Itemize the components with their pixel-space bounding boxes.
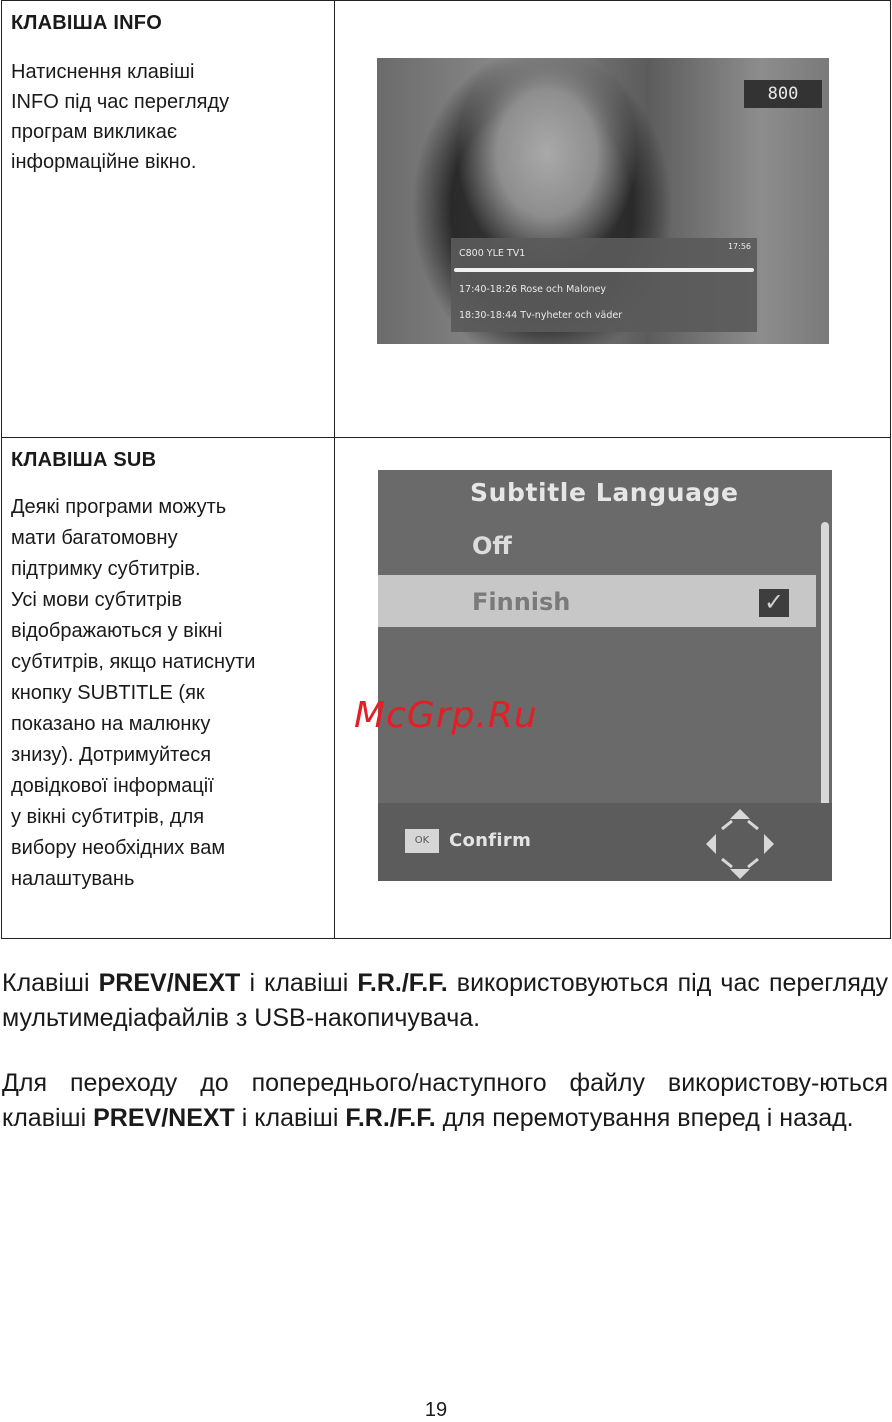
subtitle-screenshot — [378, 470, 832, 881]
page-number: 19 — [424, 1399, 448, 1421]
info-key-description: Натиснення клавіші INFO під час перегляду програм викликає інформаційне вікно. — [11, 61, 230, 173]
subtitle-option-off: Off — [472, 532, 512, 560]
info-text-cell — [2, 1, 335, 438]
subtitle-menu-title: Subtitle Language — [470, 478, 739, 507]
info-image-cell — [335, 1, 891, 438]
ok-key-icon: OK — [405, 829, 439, 853]
watermark: McGrp.Ru — [354, 695, 538, 736]
instruction-table — [1, 0, 891, 939]
sub-key-title: КЛАВІША SUB — [11, 449, 157, 471]
osd-next-event: 18:30-18:44 Tv-nyheter och väder — [459, 310, 623, 321]
paragraph-prev-next — [2, 966, 888, 1036]
osd-channel-name: C800 YLE TV1 — [459, 248, 526, 259]
scrollbar — [821, 522, 829, 812]
paragraph2-key-prev-next: PREV/NEXT — [93, 1104, 235, 1132]
subtitle-option-finnish: Finnish — [472, 588, 571, 616]
paragraph1-text-1: Клавіші — [2, 969, 99, 997]
sub-text-cell — [2, 438, 335, 939]
info-screenshot — [377, 58, 829, 344]
paragraph2-key-fr-ff: F.R./F.F. — [345, 1104, 436, 1132]
paragraph-navigation — [2, 1066, 888, 1136]
paragraph2-text-3: для перемотування вперед і назад. — [435, 1104, 854, 1132]
paragraph1-key-prev-next: PREV/NEXT — [98, 969, 241, 997]
paragraph1-key-fr-ff: F.R./F.F. — [357, 969, 448, 997]
info-key-title: КЛАВІША INFO — [11, 12, 162, 34]
navigation-arrows-icon — [700, 807, 780, 881]
confirm-label: Confirm — [449, 830, 532, 851]
channel-number-box: 800 — [744, 80, 822, 108]
paragraph1-text-3: використовуються під час перегляду мультимедіафайлів з USB-накопичувача. — [2, 969, 889, 1032]
sub-image-cell — [335, 438, 891, 939]
paragraph2-text-1: Для переходу до попереднього/наступного файлу використову-ються клавіші — [2, 1069, 888, 1132]
subtitle-option-selected-row — [378, 575, 816, 627]
checkbox-checked-icon: ✓ — [759, 589, 789, 617]
info-osd-panel — [451, 238, 757, 332]
osd-clock: 17:56 — [727, 242, 751, 251]
subtitle-footer — [378, 803, 832, 881]
osd-current-event: 17:40-18:26 Rose och Maloney — [459, 284, 607, 295]
paragraph2-text-2: і клавіші — [234, 1104, 346, 1132]
paragraph1-text-2: і клавіші — [240, 969, 358, 997]
osd-progress-bar — [454, 268, 754, 272]
sub-key-description: Деякі програми можуть мати багатомовну підтримку субтитрів. Усі мови субтитрів відображаються у вікні субтитрів, якщо натиснути кнопку SUBTITLE (як показано на малюнку знизу). Дотримуйтеся довідкової інформації у вікні субтитрів, для вибору необхідних вам налаштувань — [11, 496, 256, 890]
